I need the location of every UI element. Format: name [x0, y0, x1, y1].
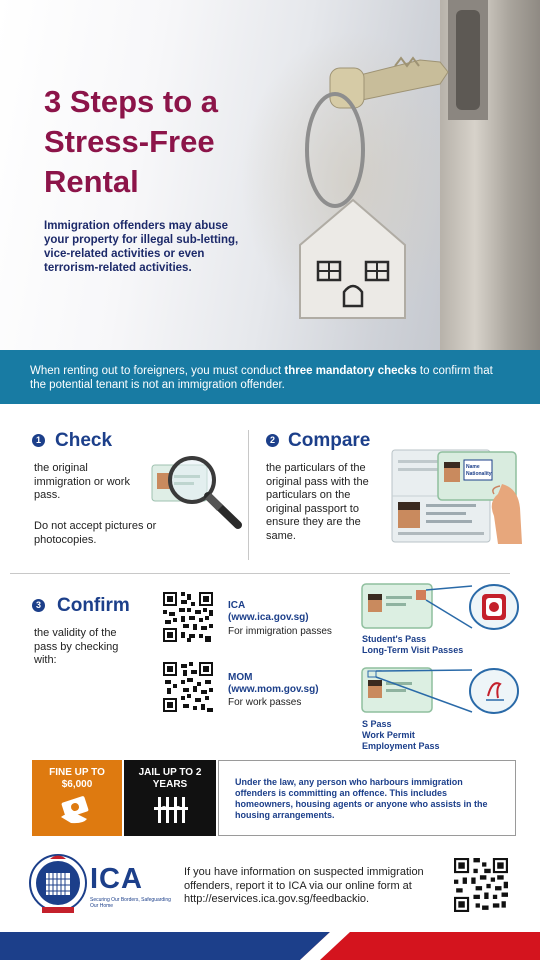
step-1-text: the original immigration or work pass. [34, 462, 130, 501]
step-1-title: Check [55, 430, 113, 451]
report-text: If you have information on suspected immigration offenders, report it to ICA via our online form at http://eservices.ica.gov.sg/feedbackio. [184, 866, 424, 905]
jail-penalty [124, 760, 216, 836]
magnifier-icon [150, 455, 245, 535]
qr-code-icon[interactable] [454, 858, 508, 912]
page-title: 3 Steps to a Stress-Free Rental [44, 84, 218, 199]
banner-text: When renting out to foreigners, you must conduct [30, 365, 285, 377]
ica-pass-students: Student's Pass [362, 634, 427, 644]
law-notice [218, 760, 516, 836]
mom-pass-ep: Employment Pass [362, 741, 440, 751]
step-1-number: 1 [32, 434, 45, 447]
step-2-title: Compare [288, 430, 371, 451]
qr-code-icon[interactable] [163, 592, 213, 642]
step-2-number: 2 [266, 434, 279, 447]
ica-logo-text: ICA [90, 863, 143, 895]
card-nationality-label: Nationality [466, 471, 492, 477]
hero-section [0, 0, 540, 350]
mom-url-link[interactable]: (www.mom.gov.sg) [228, 684, 319, 695]
step-3-text: the validity of the pass by checking with: [34, 627, 119, 666]
card-name-label: Name [466, 464, 480, 470]
ica-url-link[interactable]: (www.ica.gov.sg) [228, 612, 309, 623]
id-card-icon [360, 666, 520, 718]
passport-icon [390, 444, 525, 546]
mom-name: MOM [228, 672, 253, 683]
ica-crest-icon [28, 853, 88, 917]
ica-logo-tagline: Securing Our Borders, Safeguarding Our Home [90, 897, 171, 909]
mom-pass-s: S Pass [362, 719, 392, 729]
step-3-title: Confirm [57, 595, 130, 616]
jail-bars-icon [150, 795, 190, 825]
ica-name: ICA [228, 600, 246, 611]
jail-label: JAIL UP TO 2 YEARS [138, 767, 202, 790]
step-1-warning: Do not accept pictures or photocopies. [34, 520, 157, 546]
cash-icon [57, 795, 97, 825]
qr-code-icon[interactable] [163, 662, 213, 712]
ica-pass-ltvp: Long-Term Visit Passes [362, 645, 464, 655]
banner-text-end: to confirm that the potential tenant is not an immigration offender. [30, 365, 493, 391]
fine-label: FINE UP TO $6,000 [49, 767, 105, 790]
step-2-text: the particulars of the original pass with the particulars on the original passport to ensure they are the same. [266, 462, 369, 542]
footer-stripe [0, 932, 540, 960]
mom-pass-wp: Work Permit [362, 730, 415, 740]
ica-description: For immigration passes [228, 626, 332, 637]
hero-subtitle: Immigration offenders may abuse your property for illegal sub-letting, vice-related activities or even terrorism-related activities. [44, 220, 239, 274]
id-card-icon [360, 582, 520, 634]
mom-description: For work passes [228, 697, 302, 708]
fine-penalty [32, 760, 122, 836]
step-divider-horizontal [10, 573, 510, 574]
info-banner [0, 350, 540, 404]
step-divider-vertical [248, 430, 249, 560]
law-text: Under the law, any person who harbours immigration offenders is committing an offence. This includes homeowners, housing agents or anyone who assists in the housing arrangements. [235, 777, 488, 820]
banner-highlight: three mandatory checks [284, 365, 417, 377]
step-3-number: 3 [32, 599, 45, 612]
